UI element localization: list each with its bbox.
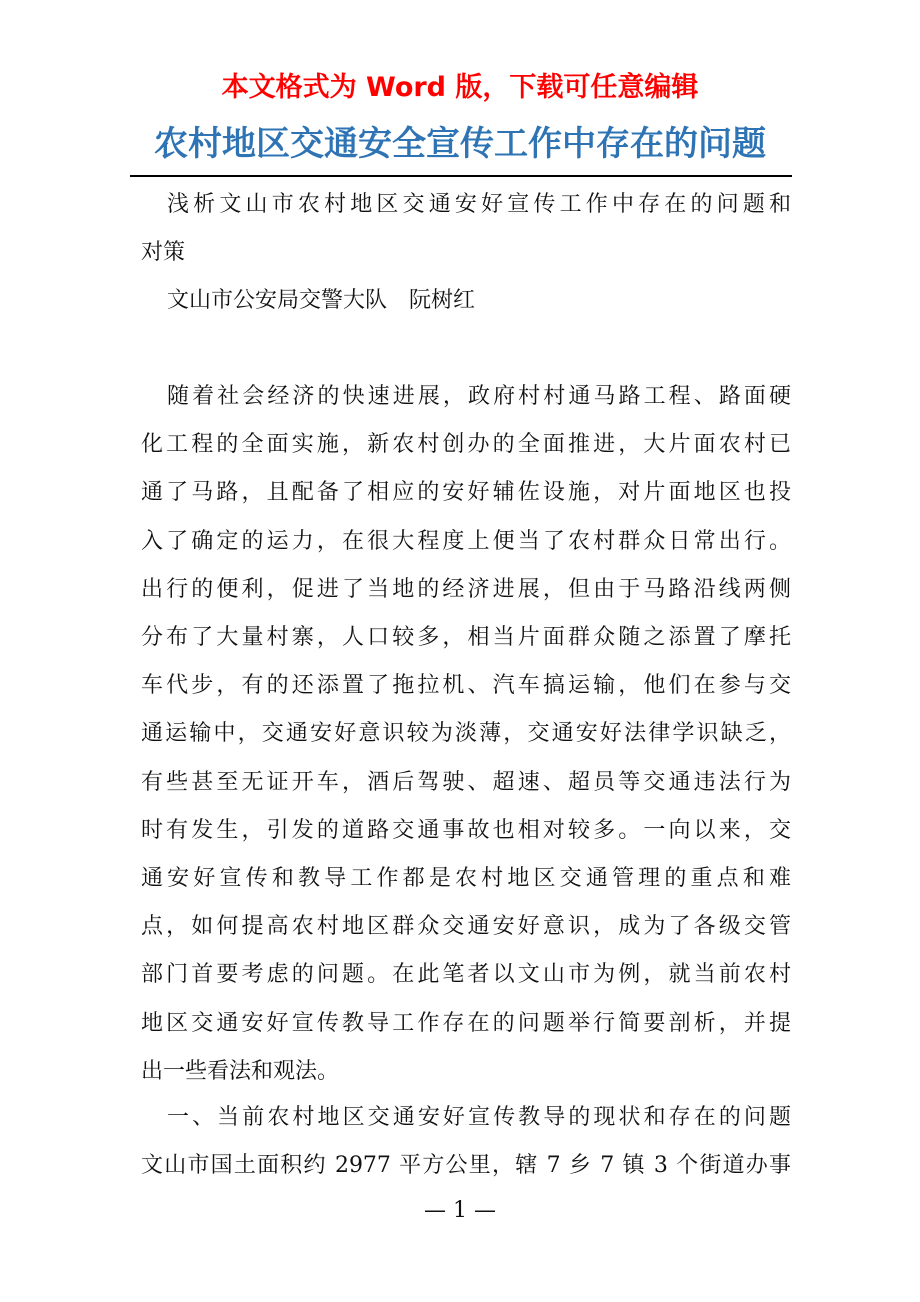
page-number: — 1 — [424,1198,496,1223]
word-format-notice: 本文格式为 Word 版，下载可任意编辑 [221,72,699,103]
body-line: 分布了大量村寨，人口较多，相当片面群众随之添置了摩托 [141,625,791,650]
document-title: 农村地区交通安全宣传工作中存在的问题 [154,124,766,164]
body-line: 入了确定的运力，在很大程度上便当了农村群众日常出行。 [141,528,791,554]
body-line: 通运输中，交通安好意识较为淡薄，交通安好法律学识缺乏， [141,721,791,747]
body-line: 化工程的全面实施，新农村创办的全面推进，大片面农村已 [141,432,791,458]
body-line: 点，如何提高农村地区群众交通安好意识，成为了各级交管 [141,914,791,940]
section-heading: 一、当前农村地区交通安好宣传教导的现状和存在的问题 [167,1105,791,1130]
subtitle-line: 浅析文山市农村地区交通安好宣传工作中存在的问题和 [167,192,791,217]
body-line: 部门首要考虑的问题。在此笔者以文山市为例，就当前农村 [141,962,791,988]
body-line: 有些甚至无证开车，酒后驾驶、超速、超员等交通违法行为 [141,769,791,795]
title-divider [130,175,792,177]
body-line: 地区交通安好宣传教导工作存在的问题举行简要剖析，并提 [141,1010,791,1036]
body-line: 出行的便利，促进了当地的经济进展，但由于马路沿线两侧 [141,576,791,602]
body-line: 出一些看法和观法。 [141,1058,340,1084]
body-line: 随着社会经济的快速进展，政府村村通马路工程、路面硬 [167,384,791,409]
author-line: 文山市公安局交警大队 阮树红 [167,288,476,313]
body-line: 通安好宣传和教导工作都是农村地区交通管理的重点和难 [141,866,791,891]
body-line: 车代步，有的还添置了拖拉机、汽车搞运输，他们在参与交 [141,673,791,699]
subtitle-line: 对策 [141,240,186,265]
body-line: 时有发生，引发的道路交通事故也相对较多。一向以来，交 [141,817,791,843]
body-line: 文山市国土面积约 2977 平方公里，辖 7 乡 7 镇 3 个街道办事 [141,1153,791,1178]
body-line: 通了马路，且配备了相应的安好辅佐设施，对片面地区也投 [141,480,791,506]
